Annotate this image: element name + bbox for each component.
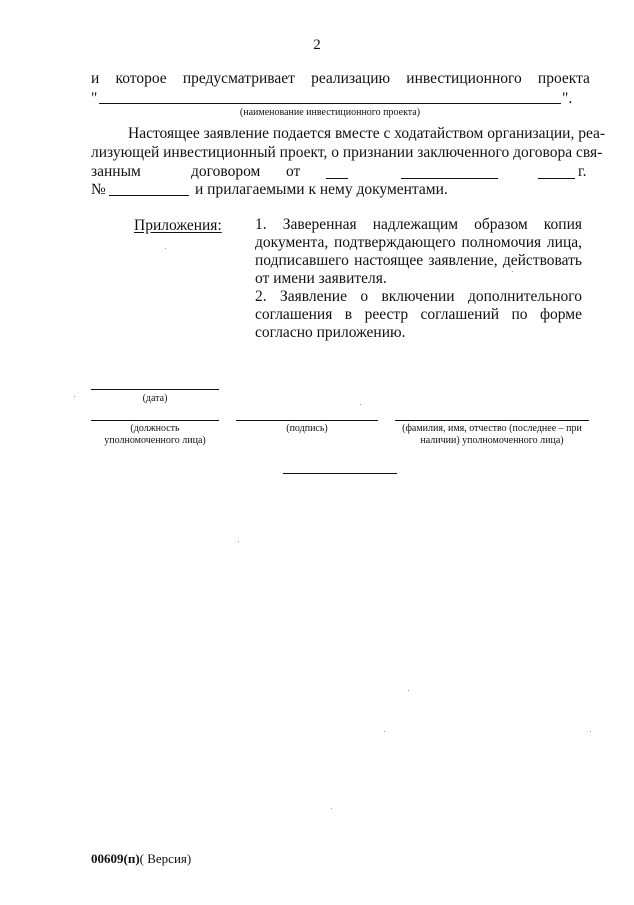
paragraph-word: от (286, 163, 301, 180)
attachments-list (255, 216, 582, 342)
scan-speck (360, 404, 361, 405)
signature-caption: (подпись) (286, 423, 328, 434)
extra-signature-line (283, 473, 397, 474)
paragraph-line-2: лизующей инвестиционный проект, о признании заключенного договора свя- (91, 144, 603, 161)
footer-code-number: 00609(п) (91, 851, 140, 866)
paragraph-word: занным (91, 163, 141, 180)
year-suffix: г. (578, 163, 587, 180)
scan-speck (74, 396, 75, 397)
scan-speck (331, 808, 332, 809)
page-number: 2 (313, 37, 321, 53)
intro-line (91, 69, 590, 88)
position-field[interactable] (91, 420, 219, 421)
scan-speck (590, 731, 591, 732)
project-name-field[interactable] (99, 103, 561, 104)
contract-day-field[interactable] (326, 178, 348, 179)
paragraph-text: Настоящее заявление подается вместе с ходатайством организации, реа- (128, 125, 606, 142)
project-close-quote: ". (562, 90, 573, 107)
intro-word: и (91, 70, 100, 87)
intro-word: реализацию (311, 70, 391, 87)
attachments-label: Приложения: (134, 217, 222, 234)
date-field[interactable] (91, 389, 219, 390)
contract-year-field[interactable] (538, 178, 575, 179)
paragraph-line-1 (128, 124, 606, 143)
contract-number-field[interactable] (109, 195, 189, 196)
footer-code (91, 851, 191, 867)
full-name-field[interactable] (395, 420, 589, 421)
paragraph-line-4-tail: и прилагаемыми к нему документами. (195, 181, 448, 198)
attachment-item: 1. Заверенная надлежащим образом копия документа, подтверждающего полномочия лица, подписавшего настоящее заявление, действовать от имени заявителя. (255, 216, 582, 287)
project-name-caption: (наименование инвестиционного проекта) (239, 107, 421, 118)
attachment-item: 2. Заявление о включении дополнительного соглашения в реестр соглашений по форме согласно приложению. (255, 288, 582, 341)
number-sign: № (91, 181, 106, 198)
intro-word: которое (115, 70, 167, 87)
signature-field[interactable] (236, 420, 378, 421)
position-caption: (должность уполномоченного лица) (104, 423, 206, 446)
project-open-quote: " (91, 90, 98, 107)
date-caption: (дата) (142, 393, 168, 404)
intro-word: проекта (537, 70, 590, 87)
scan-speck (512, 271, 513, 272)
scan-speck (384, 731, 385, 732)
intro-word: предусматривает (182, 70, 295, 87)
paragraph-word: договором (191, 163, 261, 180)
intro-word: инвестиционного (406, 70, 522, 87)
scan-speck (238, 541, 239, 542)
contract-month-field[interactable] (401, 178, 498, 179)
footer-version: ( Версия) (139, 851, 192, 866)
full-name-caption: (фамилия, имя, отчество (последнее – при наличии) уполномоченного лица) (402, 423, 582, 446)
scan-speck (408, 690, 409, 691)
scan-speck (165, 248, 166, 249)
